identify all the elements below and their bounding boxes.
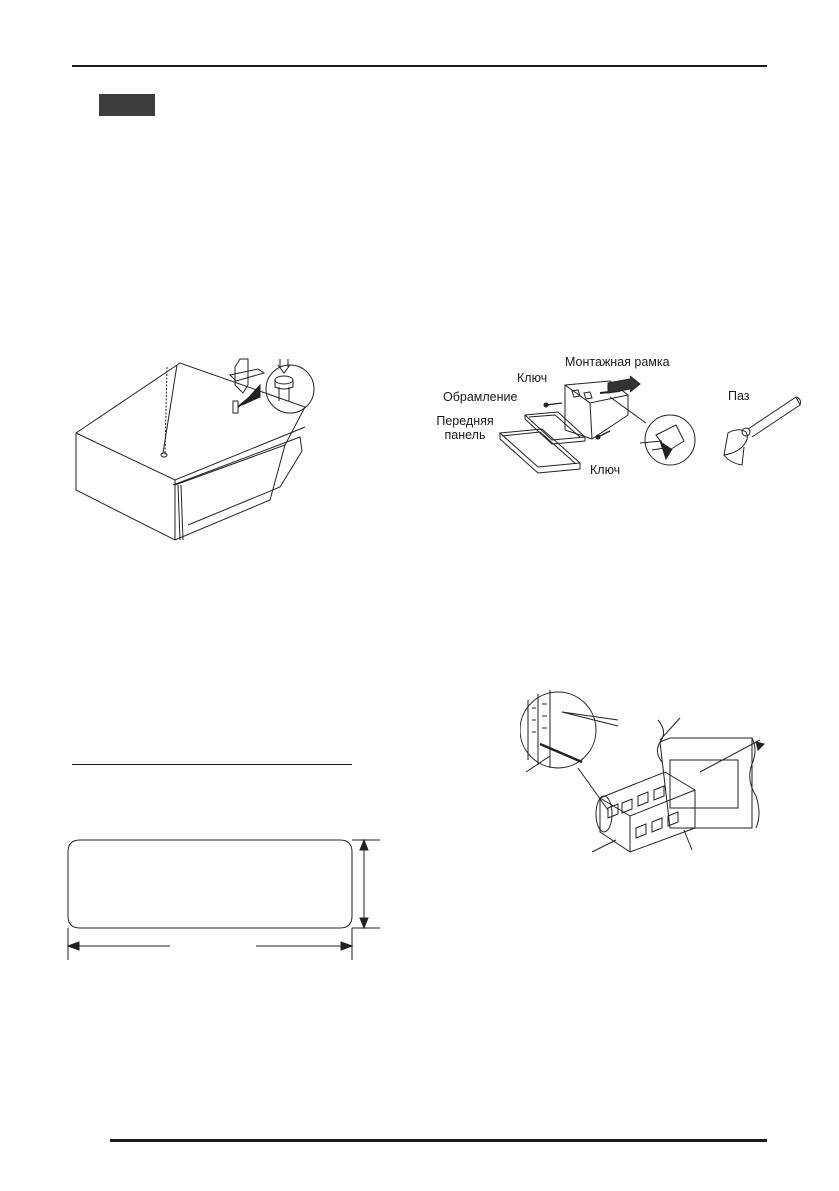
- label-trim: Обрамление: [443, 390, 518, 404]
- label-key-bottom: Ключ: [590, 463, 621, 477]
- opening-dimension-diagram: [62, 832, 387, 967]
- label-groove: Паз: [728, 389, 750, 403]
- panel-removal-illustration: [480, 375, 810, 490]
- section-tab: [99, 94, 155, 116]
- cage-mounting-illustration: [520, 680, 780, 855]
- label-front-panel-line2: панель: [444, 428, 486, 442]
- label-mounting-frame: Монтажная рамка: [565, 355, 670, 369]
- header-rule: [72, 65, 767, 67]
- label-key-top: Ключ: [517, 371, 548, 385]
- footer-rule: [110, 1139, 767, 1142]
- label-front-panel: [435, 414, 495, 442]
- section-underline: [72, 764, 352, 765]
- label-front-panel-line1: Передняя: [436, 414, 494, 428]
- unit-screw-illustration: [70, 345, 325, 545]
